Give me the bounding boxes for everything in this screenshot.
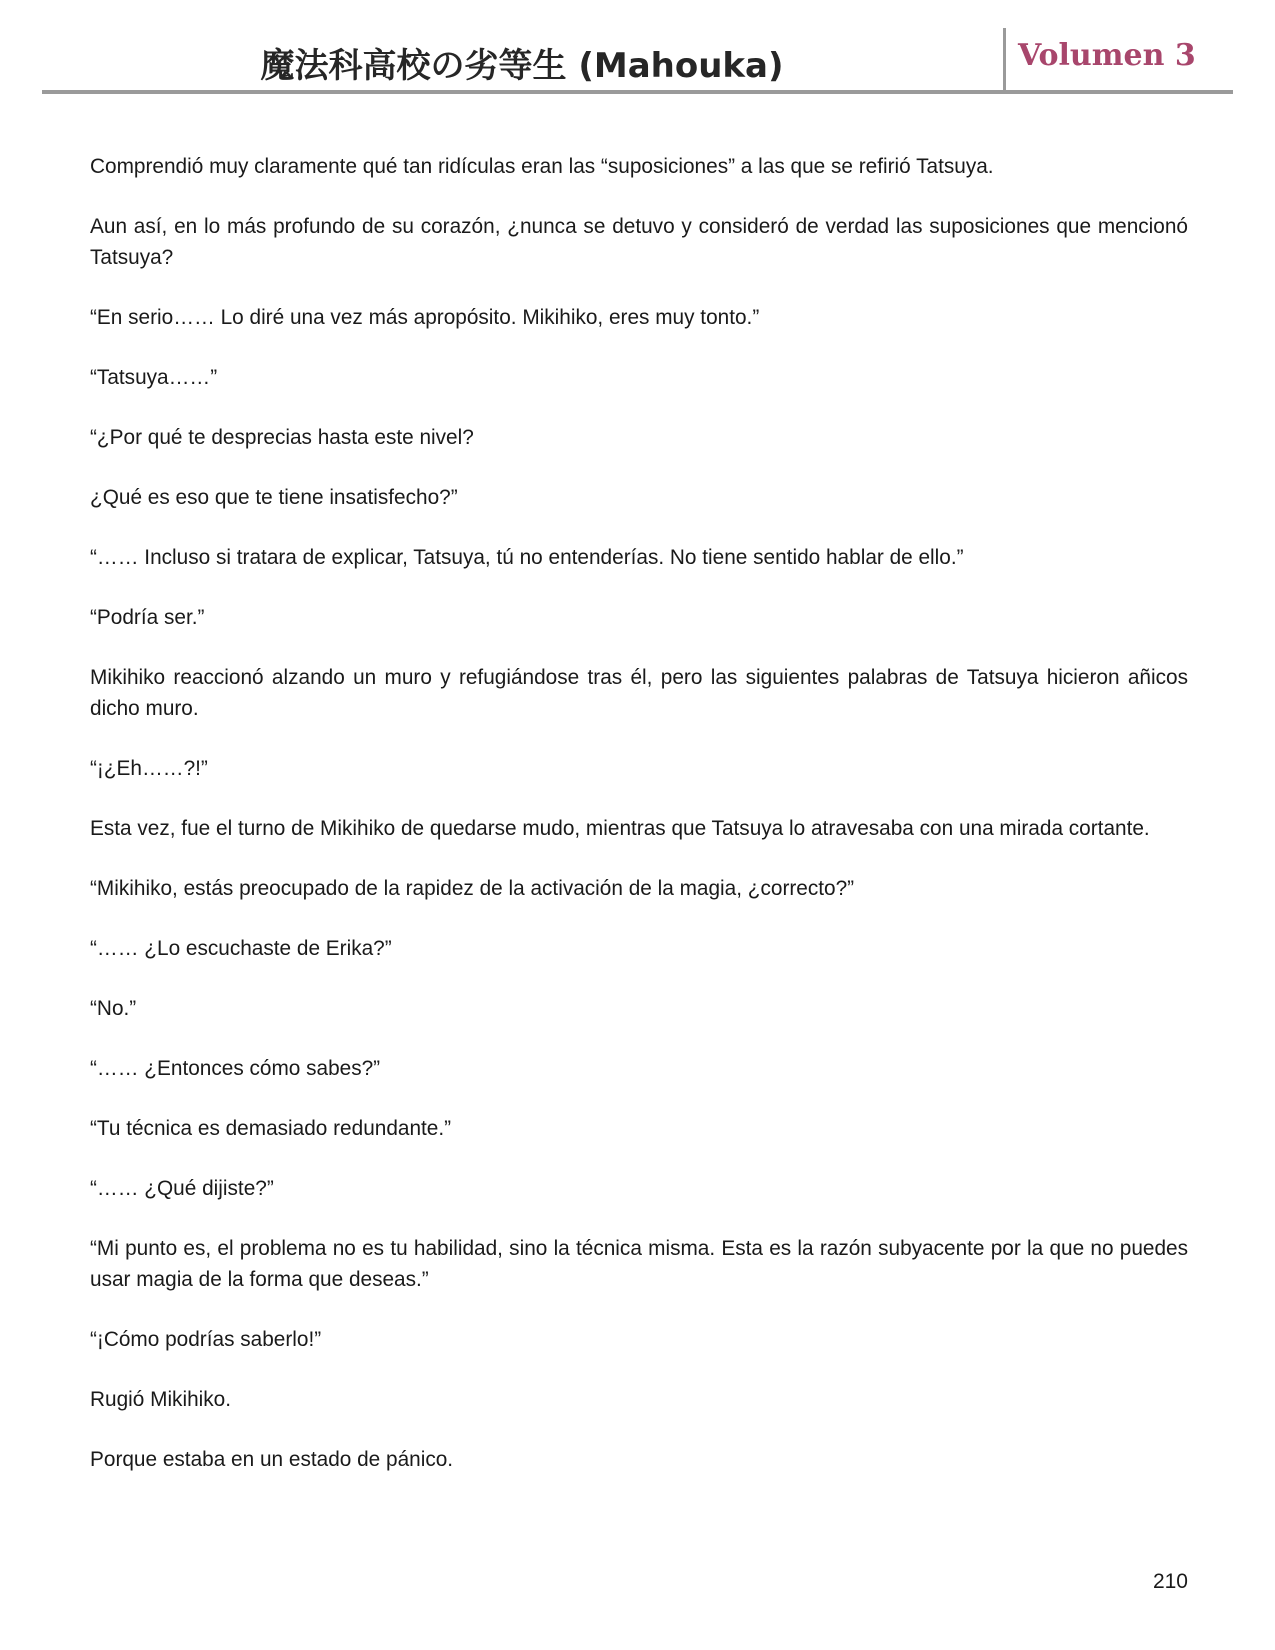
page-body <box>90 151 1188 1504</box>
header-rule <box>42 90 1233 94</box>
volume-label: Volumen 3 <box>1018 38 1196 73</box>
page-number: 210 <box>1152 1570 1188 1593</box>
paragraph: “¡Cómo podrías saberlo!” <box>90 1328 322 1351</box>
paragraph: “Tu técnica es demasiado redundante.” <box>90 1117 452 1140</box>
paragraph: “…… Incluso si tratara de explicar, Tatsuya, tú no entenderías. No tiene sentido hablar de ello.” <box>90 546 964 569</box>
paragraph: “Mikihiko, estás preocupado de la rapidez de la activación de la magia, ¿correcto?” <box>90 877 855 900</box>
header-divider <box>1003 28 1006 92</box>
paragraph: Mikihiko reaccionó alzando un muro y refugiándose tras él, pero las siguientes palabras de Tatsuya hicieron añicos dicho muro. <box>90 666 1188 720</box>
paragraph: “…… ¿Entonces cómo sabes?” <box>90 1057 381 1080</box>
book-title: 魔法科高校の劣等生 (Mahouka) <box>260 46 784 86</box>
paragraph: “¡¿Eh……?!” <box>90 757 208 780</box>
paragraph: ¿Qué es eso que te tiene insatisfecho?” <box>90 486 458 509</box>
paragraph: “…… ¿Lo escuchaste de Erika?” <box>90 937 392 960</box>
paragraph: “Tatsuya……” <box>90 366 218 389</box>
paragraph: Porque estaba en un estado de pánico. <box>90 1448 454 1471</box>
paragraph: Aun así, en lo más profundo de su corazón, ¿nunca se detuvo y consideró de verdad las suposiciones que mencionó Tatsuya? <box>90 215 1188 269</box>
paragraph: “¿Por qué te desprecias hasta este nivel? <box>90 426 474 449</box>
paragraph: “Podría ser.” <box>90 606 205 629</box>
paragraph: Rugió Mikihiko. <box>90 1388 232 1411</box>
paragraph: “En serio…… Lo diré una vez más apropósito. Mikihiko, eres muy tonto.” <box>90 306 760 329</box>
paragraph: “Mi punto es, el problema no es tu habilidad, sino la técnica misma. Esta es la razón subyacente por la que no puedes usar magia de la forma que deseas.” <box>90 1237 1188 1291</box>
paragraph: Comprendió muy claramente qué tan ridículas eran las “suposiciones” a las que se refirió Tatsuya. <box>90 155 994 178</box>
paragraph: Esta vez, fue el turno de Mikihiko de quedarse mudo, mientras que Tatsuya lo atravesaba con una mirada cortante. <box>90 817 1150 840</box>
paragraph: “…… ¿Qué dijiste?” <box>90 1177 274 1200</box>
page-header <box>42 28 1233 96</box>
paragraph: “No.” <box>90 997 137 1020</box>
